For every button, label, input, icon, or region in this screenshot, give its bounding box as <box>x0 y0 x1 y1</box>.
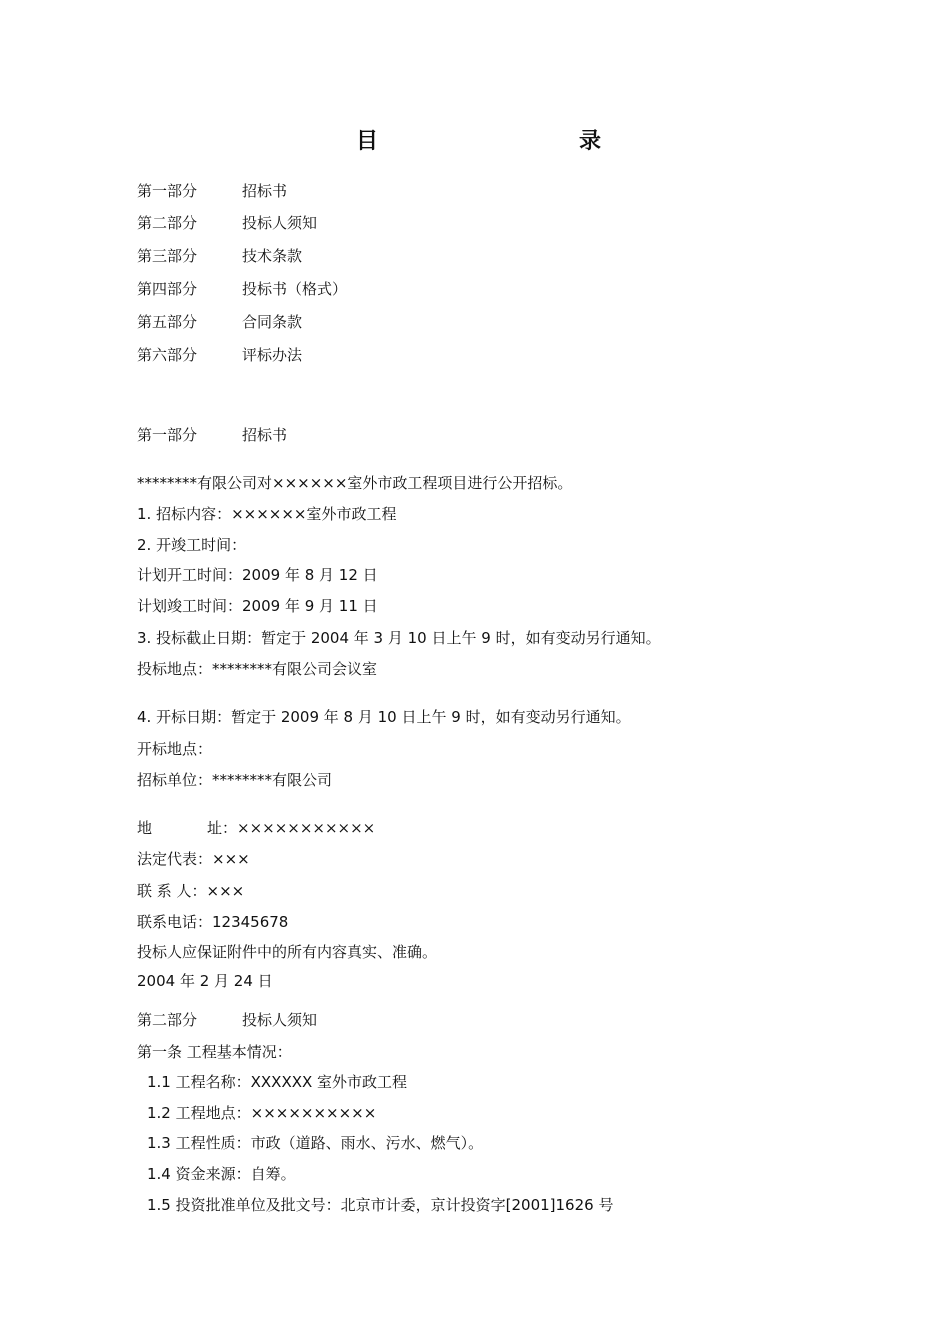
part1-phone: 联系电话：12345678 <box>137 913 289 931</box>
toc-item-part: 第五部分 <box>137 313 198 331</box>
toc-title-left: 目 <box>356 129 379 154</box>
part1-finish-date: 计划竣工时间：2009 年 9 月 11 日 <box>137 597 378 615</box>
part2-item: 1.2 工程地点：×××××××××× <box>147 1104 377 1122</box>
part1-opening-location: 开标地点： <box>137 740 213 758</box>
part1-content: 1. 招标内容：××××××室外市政工程 <box>137 505 397 523</box>
part2-heading-name: 投标人须知 <box>242 1011 318 1029</box>
part1-guarantee: 投标人应保证附件中的所有内容真实、准确。 <box>137 943 438 961</box>
part1-tenderer: 招标单位：********有限公司 <box>137 771 333 789</box>
part1-date: 2004 年 2 月 24 日 <box>137 972 273 990</box>
part1-deadline: 3. 投标截止日期：暂定于 2004 年 3 月 10 日上午 9 时，如有变动另行通知。 <box>137 629 661 647</box>
toc-item-name: 技术条款 <box>242 247 303 265</box>
part1-start-date: 计划开工时间：2009 年 8 月 12 日 <box>137 566 378 584</box>
toc-item-name: 投标书（格式） <box>242 280 348 298</box>
part2-article1: 第一条 工程基本情况： <box>137 1043 292 1061</box>
part1-contact: 联 系 人：××× <box>137 882 245 900</box>
toc-item-part: 第六部分 <box>137 346 198 364</box>
part1-heading-part: 第一部分 <box>137 426 198 444</box>
toc-item-part: 第二部分 <box>137 214 198 232</box>
part2-item: 1.4 资金来源：自筹。 <box>147 1165 296 1183</box>
toc-item-part: 第三部分 <box>137 247 198 265</box>
toc-item-part: 第四部分 <box>137 280 198 298</box>
part1-bid-location: 投标地点：********有限公司会议室 <box>137 660 378 678</box>
part2-item: 1.3 工程性质：市政（道路、雨水、污水、燃气）。 <box>147 1134 484 1152</box>
address-label-left: 地 <box>137 819 153 837</box>
part2-heading-part: 第二部分 <box>137 1011 198 1029</box>
toc-title-right: 录 <box>578 129 601 154</box>
part1-intro: ********有限公司对××××××室外市政工程项目进行公开招标。 <box>137 474 573 492</box>
part2-item: 1.1 工程名称：XXXXXX 室外市政工程 <box>147 1073 408 1091</box>
toc-item-name: 投标人须知 <box>242 214 318 232</box>
toc-item-name: 招标书 <box>242 182 288 200</box>
part1-legal-rep: 法定代表：××× <box>137 850 250 868</box>
toc-item-name: 合同条款 <box>242 313 303 331</box>
part2-item: 1.5 投资批准单位及批文号：北京市计委，京计投资字[2001]1626 号 <box>147 1196 614 1214</box>
part1-opening-date: 4. 开标日期：暂定于 2009 年 8 月 10 日上午 9 时，如有变动另行通知。 <box>137 708 631 726</box>
toc-title <box>356 124 601 154</box>
toc-item-name: 评标办法 <box>242 346 303 364</box>
part1-schedule-title: 2. 开竣工时间： <box>137 536 247 554</box>
part1-heading-name: 招标书 <box>242 426 288 444</box>
toc-item-part: 第一部分 <box>137 182 198 200</box>
address-label-right: 址：××××××××××× <box>207 819 376 837</box>
